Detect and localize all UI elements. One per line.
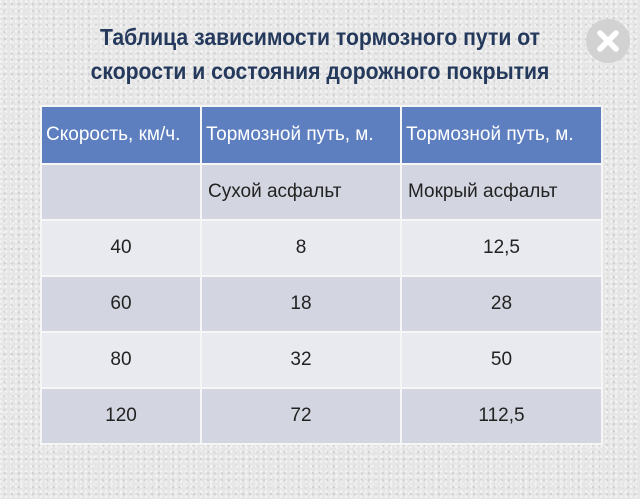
cell-wet: 12,5 [401, 220, 602, 276]
header-braking-wet: Тормозной путь, м. [401, 106, 602, 164]
table-row [41, 276, 602, 332]
braking-distance-table [40, 105, 603, 445]
close-button[interactable] [586, 19, 630, 63]
table-header-row [41, 106, 602, 164]
cell-dry: 8 [201, 220, 401, 276]
cell-wet: 28 [401, 276, 602, 332]
title-line-2: скорости и состояния дорожного покрытия [90, 58, 550, 84]
cell-speed: 120 [41, 388, 201, 444]
cell-speed: 40 [41, 220, 201, 276]
table-row [41, 388, 602, 444]
header-speed: Скорость, км/ч. [41, 106, 201, 164]
cell-speed: 80 [41, 332, 201, 388]
cell-speed: 60 [41, 276, 201, 332]
cell-wet: 50 [401, 332, 602, 388]
table-row [41, 220, 602, 276]
table-subheader-row [41, 164, 602, 220]
subheader-empty [41, 164, 201, 220]
cell-dry: 32 [201, 332, 401, 388]
cell-dry: 18 [201, 276, 401, 332]
close-icon [586, 19, 630, 63]
subheader-dry-asphalt: Сухой асфальт [201, 164, 401, 220]
table-row [41, 332, 602, 388]
subheader-wet-asphalt: Мокрый асфальт [401, 164, 602, 220]
header-braking-dry: Тормозной путь, м. [201, 106, 401, 164]
title-line-1: Таблица зависимости тормозного пути от [100, 24, 540, 50]
page-title [62, 20, 577, 88]
cell-dry: 72 [201, 388, 401, 444]
cell-wet: 112,5 [401, 388, 602, 444]
